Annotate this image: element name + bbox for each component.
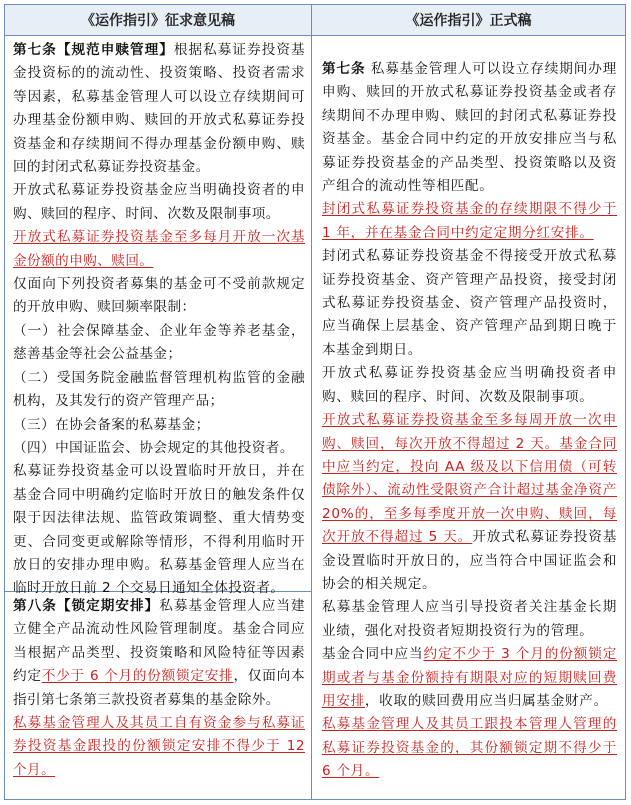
header-draft-title: 《运作指引》征求意见稿 [81,13,235,29]
draft-art8-para1: 第八条【锁定期安排】私募基金管理人应当建立健全产品流动性风险管理制度。基金合同应当根据产品类型、投资策略和风险特征等因素约定不少于 6 个月的份额锁定安排，仅面向本指引第七条第三款投资者募集的基金除外。 [13,598,306,708]
draft-art7-item1: （一）社会保障基金、企业年金等养老基金，慈善基金等社会公益基金； [13,322,305,363]
final-art7-para4: 开放式私募证券投资基金应当明确投资者申购、赎回的程序、时间、次数及限制事项。 [322,365,617,405]
draft-art8-para2-red: 私募基金管理人及其员工自有资金参与私募证券投资基金跟投的份额锁定安排不得少于 12 个月。 [13,715,305,778]
final-art7-para3: 封闭式私募证券投资基金不得接受开放式私募证券投资基金、资产管理产品投资，接受封闭式私募证券投资基金、资产管理产品投资时，应当确保上层基金、资产管理产品到期日晚于本基金到期日。 [322,248,617,358]
header-final-title: 《运作指引》正式稿 [405,13,532,29]
draft-article-8 [5,592,311,799]
final-art7-para2-red: 封闭式私募证券投资基金的存续期限不得少于 1 年，并在基金合同中约定定期分红安排。 [322,201,617,241]
draft-art7-para4: 私募证券投资基金可以设置临时开放日，并在基金合同中明确约定临时开放日的触发条件仅限于因法律法规、监管政策调整、重大情势变更、合同变更或解除等情形，不得利用临时开放日的安排办理申购。私募基金管理人应当在临时开放日前 2 个交易日通知全体投资者。 [13,463,305,597]
final-art7-para7: 基金合同中应当约定不少于 3 个月的份额锁定期或者与基金份额持有期限对应的短期赎回费用安排，收取的赎回费用应当归属基金财产。 [322,646,617,709]
final-art7-para1: 第七条 私募基金管理人可以设立存续期间办理申购、赎回的开放式私募证券投资基金或者存续期间不办理申购、赎回的封闭式私募证券投资基金。基金合同中约定的开放安排应当与私募证券投资基金的产品类型、投资策略以及资产组合的流动性等相匹配。 [322,61,617,195]
draft-art7-title: 第七条【规范申赎管理】 [13,42,174,58]
draft-art7-item4: （四）中国证监会、协会规定的其他投资者。 [13,439,294,456]
header-final [312,5,625,36]
final-art7-para6: 私募基金管理人应当引导投资者关注基金长期业绩，强化对投资者短期投资行为的管理。 [322,599,617,639]
draft-art7-item2: （二）受国务院金融监督管理机构监管的金融机构，及其发行的资产管理产品； [13,369,305,410]
final-art7-lock-red: 约定不少于 3 个月的份额锁定期或者与基金份额持有期限对应的短期赎回费用安排 [322,646,617,709]
draft-art7-para1: 第七条【规范申赎管理】根据私募证券投资基金投资标的的流动性、投资策略、投资者需求等因素，私募基金管理人可以设立存续期间可办理基金份额申购、赎回的开放式私募证券投资基金和存续期间不得办理基金份额申购、赎回的封闭式私募证券投资基金。 [13,42,305,176]
comparison-table [4,4,626,800]
final-art7-para5-red: 开放式私募证券投资基金至多每周开放一次申购、赎回，每次开放不得超过 2 天。基金合同中应当约定，投向 AA 级及以下信用债（可转债除外）、流动性受限资产合计超过基金净资产 20%的，至多每季度开放一次申购、赎回，每次开放不得超过 5 天。 [322,412,617,546]
draft-art7-para2-red: 开放式私募证券投资基金至多每月开放一次基金份额的申购、赎回。 [13,229,305,269]
draft-art8-title: 第八条【锁定期安排】 [13,598,160,614]
draft-art7-para2: 开放式私募证券投资基金应当明确投资者的申购、赎回的程序、时间、次数及限制事项。 [13,182,305,222]
header-draft [5,5,312,36]
draft-art8-lock-red: 不少于 6 个月的份额锁定安排 [41,668,234,685]
draft-column [5,36,312,799]
final-column [312,36,625,799]
draft-article-7 [5,36,311,597]
final-art7-para5: 开放式私募证券投资基金至多每周开放一次申购、赎回，每次开放不得超过 2 天。基金合同中应当约定，投向 AA 级及以下信用债（可转债除外）、流动性受限资产合计超过基金净资产 20%的，至多每季度开放一次申购、赎回，每次开放不得超过 5 天。开放式私募证券投资基金设置临时开放日的，应当符合中国证监会和协会的相关规定。 [322,412,617,592]
draft-art7-para3: 仅面向下列投资者募集的基金可不受前款规定的开放申购、赎回频率限制： [13,276,305,316]
draft-art7-item3: （三）在协会备案的私募基金； [13,416,210,433]
final-article-7 [312,36,625,799]
final-art7-title: 第七条 [322,61,366,77]
final-art7-para8-red: 私募基金管理人及其员工跟投本管理人管理的私募证券投资基金的，其份额锁定期不得少于 6 个月。 [322,716,617,780]
